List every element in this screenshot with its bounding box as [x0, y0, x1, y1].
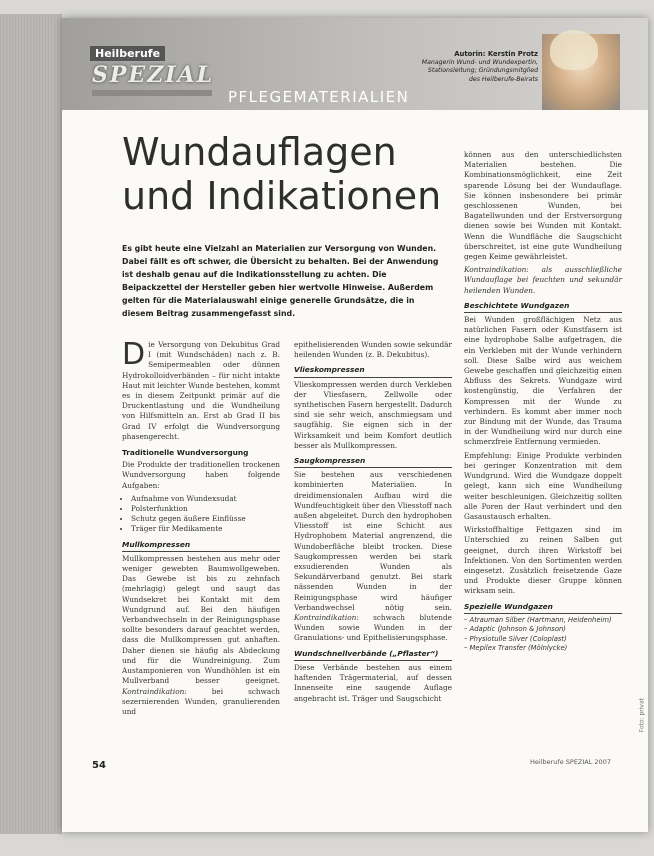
kicker-label: Heilberufe: [90, 46, 165, 61]
author-bio: Managerin Wund- und Wundexpertin, Stationsleitung; Gründungsmitglied des Heilberufe-Beirats: [421, 58, 538, 83]
traditional-text: Die Produkte der traditionellen trockenen Wundversorgung haben folgende Aufgaben:: [122, 460, 280, 490]
gaze-indication: Empfehlung: Einige Produkte verbinden bei geringer Konzentration mit dem Wundgrund. Wird die Wundgaze doppelt gelegt, kann sich eine Wundheilung weiter beschleunigen. Gleichzeitig sollten alle Poren der Haut verhindert und den Gasaustausch erhalten.: [464, 450, 622, 521]
saug-text: [294, 470, 452, 643]
saug-contra-label: Kontraindikation:: [294, 613, 359, 623]
heading-vlieskompressen: Vlieskompressen: [294, 365, 452, 377]
author-name: Autorin: Kerstin Protz: [454, 50, 538, 58]
product-line: – Physiotulle Silver (Coloplast): [464, 634, 567, 643]
heading-saugkompressen: Saugkompressen: [294, 456, 452, 468]
product-line: – Mepilex Transfer (Mölnlycke): [464, 644, 568, 653]
heading-wundgazen: Beschichtete Wundgazen: [464, 301, 622, 313]
product-line: – Adaptic (Johnson & Johnson): [464, 625, 566, 634]
task-list: [122, 494, 280, 535]
col2-intro: epithelisierenden Wunden sowie sekundär heilenden Wunden (z. B. Dekubitus).: [294, 340, 452, 360]
intro-paragraph: [122, 337, 280, 442]
page-number: 54: [92, 760, 106, 771]
saug-body: Sie bestehen aus verschiedenen kombinierten Materialien. In dreidimensionalen Aufbau wird die Wundfeuchtigkeit über den Vliesstoff nach außen abgeleitet. Durch den hydrophoben Vliesstoff ist eine Schicht aus Hydrophobem Material angrenzend, die Wundoberfläche bleibt trocken. Diese Saugkompressen werden bei stark exsudierenden Wunden als Sekundärverband genutzt. Bei stark nässenden Wunden in der Reinigungsphase wird häufiger Verbandwechsel nötig sein.: [294, 470, 452, 612]
photo-credit: Foto: privat: [638, 698, 645, 733]
magazine-page: [62, 18, 648, 832]
mull-text: [122, 554, 280, 717]
article-title: [122, 130, 452, 218]
column-3: [464, 150, 622, 654]
mull-body: Mullkompressen bestehen aus mehr oder weniger gewebten Baumwollgeweben. Das Gewebe ist bis zu zehnfach (mehrlagig) gelegt und saugt das Wundsekret bei Kontakt mit dem Wundgrund auf. Bei den häufigen Verbandwechseln in der Reinigungsphase sollte besonders darauf geachtet werden, dass die Mullkompressen gut anhaften. Daher dienen sie häufig als Abdeckung und für die Wundreinigung. Zum Austamponieren von Wundhöhlen ist ein Mullverband besser geeignet.: [122, 553, 280, 686]
gaze-text: Bei Wunden großflächigen Netz aus natürlichen Fasern oder Kunstfasern ist eine hydrophobe Salbe aufgetragen, die ein Verkleben mit der Wunde verhindern soll. Diese Salbe wird aus weichem Gewebe geschaffen und gleichzeitig einen Abfluss des Sekrets. Wundgaze wird kostengünstig, die Verfahren der Kompressen mit der Wunde zu verhindern. Es kommt aber immer noch zur Bindung mit der Wunde, das Trauma in der Wundheilung wird nur durch eine schmerzfreie Entfernung vermieden.: [464, 315, 622, 447]
mull-contra-text: bei schwach sezernierenden Wunden, granulierenden und: [122, 686, 280, 716]
section-title: PFLEGEMATERIALIEN: [228, 88, 410, 106]
list-item: • Aufnahme von Wundexsudat: [131, 494, 280, 504]
product-line: – Atrauman Silber (Hartmann, Heidenheim): [464, 615, 612, 624]
heading-mullkompressen: Mullkompressen: [122, 540, 280, 552]
list-item: • Schutz gegen äußere Einflüsse: [131, 514, 280, 524]
magazine-footer: Heilberufe SPEZIAL 2007: [530, 758, 611, 766]
col3-intro: können aus den unterschiedlichsten Materialien bestehen. Die Kombinationsmöglichkeit, eine Zeit sparende Lösung bei der Wundauflage. Sie können insbesondere bei primär geschlossenen Wunden, bei Bagatellwunden und der Erstversorgung dienen sowie bei Wunden mit Kontakt. Wenn die Wundfläche die Saugschicht überschreitet, ist eine gute Wundheilung gegen Keime gewährleistet.: [464, 150, 622, 262]
author-box: [420, 50, 538, 84]
gaze-more: Wirkstoffhaltige Fettgazen sind im Unterschied zu reinen Salben gut geeignet, durch ihren Wirkstoff bei Infektionen. Von den Sortimenten werden eingesetzt. Zusätzlich freisetzende Gaze und Produkte dieser Gruppe können wirksam sein.: [464, 525, 622, 596]
intro-text: ie Versorgung von Dekubitus Grad I (mit Wundschäden) nach z. B. Semipermeablen oder dünnen Hydrokolloidverbänden – für nicht intakte Haut mit leichter Wunde bestehen, kommt es in diesem Zeitpunkt primär auf die Druckentlastung und die Wundheilung von Hilfsmitteln an. Erst ab Grad II bis Grad IV erfolgt die Wundversorgung phasengerecht.: [122, 340, 280, 441]
article-lead: Es gibt heute eine Vielzahl an Materialien zur Versorgung von Wunden. Dabei fällt es oft schwer, die Übersicht zu behalten. Bei der Anwendung ist deshalb genau auf die Indikationsstellung zu achten. Die Beipackzettel der Hersteller geben hier wertvolle Hinweise. Außerdem gelten für die Materialauswahl einige generelle Grundsätze, die in diesem Beitrag zusammengefasst sind.: [122, 244, 439, 318]
title-line-1: Wundauflagen: [122, 130, 397, 174]
page-stack-edge: [0, 14, 62, 834]
heading-spezielle-wundgazen: Spezielle Wundgazen: [464, 602, 622, 614]
mull-contra-label: Kontraindikation:: [122, 686, 187, 696]
pflaster-text: Diese Verbände bestehen aus einem haftenden Trägermaterial, auf dessen Innenseite eine saugende Auflage angebracht ist. Träger und Saugschicht: [294, 662, 452, 703]
heading-wundschnellverbaende: Wundschnellverbände („Pflaster“): [294, 649, 452, 661]
column-2: [294, 340, 452, 707]
drop-cap: D: [122, 337, 146, 372]
subheading-traditional: Traditionelle Wundversorgung: [122, 448, 249, 458]
author-photo-highlight: [550, 30, 598, 70]
saug-contra-text: schwach blutende Wunden sowie Wunden in der Granulations- und Epithelisierungsphase.: [294, 613, 452, 643]
magazine-logo: SPEZIAL: [92, 62, 215, 88]
list-item: • Träger für Medikamente: [131, 524, 280, 534]
list-item: • Polsterfunktion: [131, 504, 280, 514]
col3-contra: Kontraindikation: als ausschließliche Wundauflage bei feuchten und sekundär heilenden Wunden.: [464, 265, 622, 295]
title-line-2: und Indikationen: [122, 174, 442, 218]
logo-underline: [92, 90, 212, 96]
vlies-text: Vlieskompressen werden durch Verkleben der Vliesfasern, Zellwolle oder synthetischen Fasern hergestellt. Dadurch sind sie sehr weich, anschmiegsam und saugfähig. Sie eignen sich in der Wirksamkeit und beim Komfort deutlich besser als Mullkompressen.: [294, 379, 452, 450]
column-1: [122, 337, 280, 720]
